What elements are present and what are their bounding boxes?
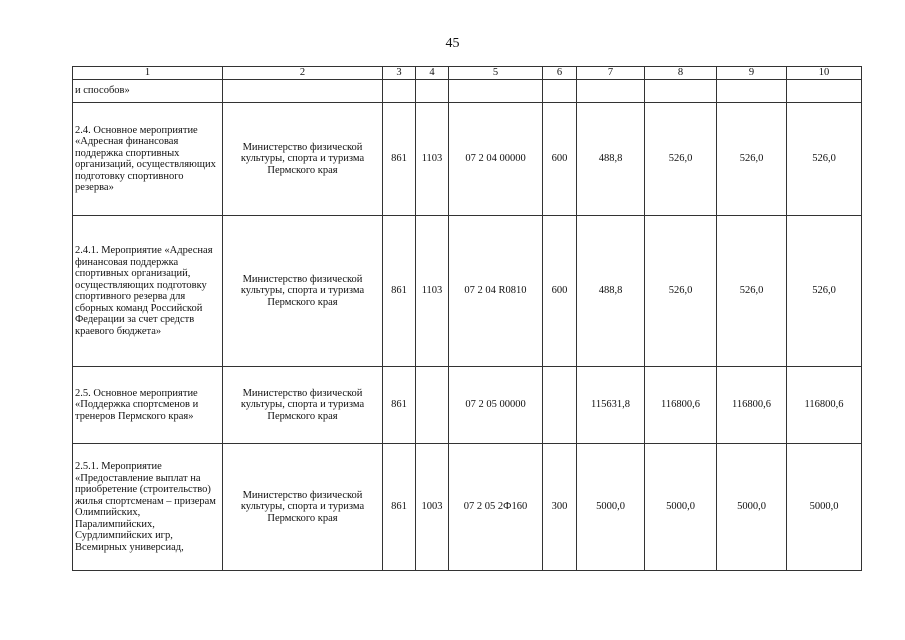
activity-name-cell: и способов» xyxy=(73,80,223,103)
amount-cell: 526,0 xyxy=(787,216,862,367)
amount-cell: 5000,0 xyxy=(717,444,787,571)
table-row xyxy=(73,80,862,103)
amount-cell xyxy=(577,80,645,103)
code-cell: 861 xyxy=(383,103,416,216)
column-header: 10 xyxy=(787,67,862,80)
code-cell: 600 xyxy=(543,216,577,367)
amount-cell: 5000,0 xyxy=(787,444,862,571)
amount-cell xyxy=(787,80,862,103)
table-row xyxy=(73,444,862,571)
code-cell: 07 2 05 2Ф160 xyxy=(449,444,543,571)
column-header: 9 xyxy=(717,67,787,80)
code-cell: 600 xyxy=(543,103,577,216)
column-header: 8 xyxy=(645,67,717,80)
column-header: 2 xyxy=(223,67,383,80)
table-row xyxy=(73,103,862,216)
column-header: 1 xyxy=(73,67,223,80)
code-cell xyxy=(543,367,577,444)
budget-table xyxy=(72,66,862,571)
column-header: 6 xyxy=(543,67,577,80)
column-header: 4 xyxy=(416,67,449,80)
code-cell: 861 xyxy=(383,444,416,571)
activity-name-cell: 2.4. Основное мероприятие «Адресная финансовая поддержка спортивных организаций, осуществляющих подготовку спортивного резерва» xyxy=(73,103,223,216)
code-cell: 07 2 04 R0810 xyxy=(449,216,543,367)
code-cell xyxy=(416,80,449,103)
amount-cell: 116800,6 xyxy=(787,367,862,444)
amount-cell xyxy=(717,80,787,103)
ministry-cell: Министерство физической культуры, спорта и туризма Пермского края xyxy=(223,367,383,444)
amount-cell: 526,0 xyxy=(645,103,717,216)
activity-name-cell: 2.4.1. Мероприятие «Адресная финансовая поддержка спортивных организаций, осуществляющих подготовку спортивного резерва для сборных команд Российской Федерации за счет средств краевого бюджета» xyxy=(73,216,223,367)
code-cell: 300 xyxy=(543,444,577,571)
table-row xyxy=(73,367,862,444)
page-number: 45 xyxy=(445,36,460,51)
amount-cell: 526,0 xyxy=(787,103,862,216)
code-cell: 1003 xyxy=(416,444,449,571)
table-header-row xyxy=(73,67,862,80)
ministry-cell: Министерство физической культуры, спорта и туризма Пермского края xyxy=(223,444,383,571)
amount-cell: 488,8 xyxy=(577,216,645,367)
amount-cell: 526,0 xyxy=(717,103,787,216)
amount-cell: 116800,6 xyxy=(645,367,717,444)
column-header: 3 xyxy=(383,67,416,80)
ministry-cell: Министерство физической культуры, спорта и туризма Пермского края xyxy=(223,103,383,216)
code-cell: 1103 xyxy=(416,216,449,367)
table-row xyxy=(73,216,862,367)
amount-cell: 5000,0 xyxy=(577,444,645,571)
amount-cell: 115631,8 xyxy=(577,367,645,444)
code-cell xyxy=(383,80,416,103)
code-cell xyxy=(416,367,449,444)
column-header: 7 xyxy=(577,67,645,80)
code-cell: 861 xyxy=(383,216,416,367)
amount-cell: 526,0 xyxy=(645,216,717,367)
amount-cell: 5000,0 xyxy=(645,444,717,571)
code-cell xyxy=(543,80,577,103)
ministry-cell: Министерство физической культуры, спорта и туризма Пермского края xyxy=(223,216,383,367)
activity-name-cell: 2.5.1. Мероприятие «Предоставление выплат на приобретение (строительство) жилья спортсменам – призерам Олимпийских, Паралимпийских, Сурдлимпийских игр, Всемирных универсиад, xyxy=(73,444,223,571)
activity-name-cell: 2.5. Основное мероприятие «Поддержка спортсменов и тренеров Пермского края» xyxy=(73,367,223,444)
code-cell: 1103 xyxy=(416,103,449,216)
amount-cell: 116800,6 xyxy=(717,367,787,444)
amount-cell xyxy=(645,80,717,103)
code-cell: 07 2 04 00000 xyxy=(449,103,543,216)
amount-cell: 488,8 xyxy=(577,103,645,216)
code-cell: 07 2 05 00000 xyxy=(449,367,543,444)
ministry-cell xyxy=(223,80,383,103)
column-header: 5 xyxy=(449,67,543,80)
code-cell xyxy=(449,80,543,103)
code-cell: 861 xyxy=(383,367,416,444)
amount-cell: 526,0 xyxy=(717,216,787,367)
